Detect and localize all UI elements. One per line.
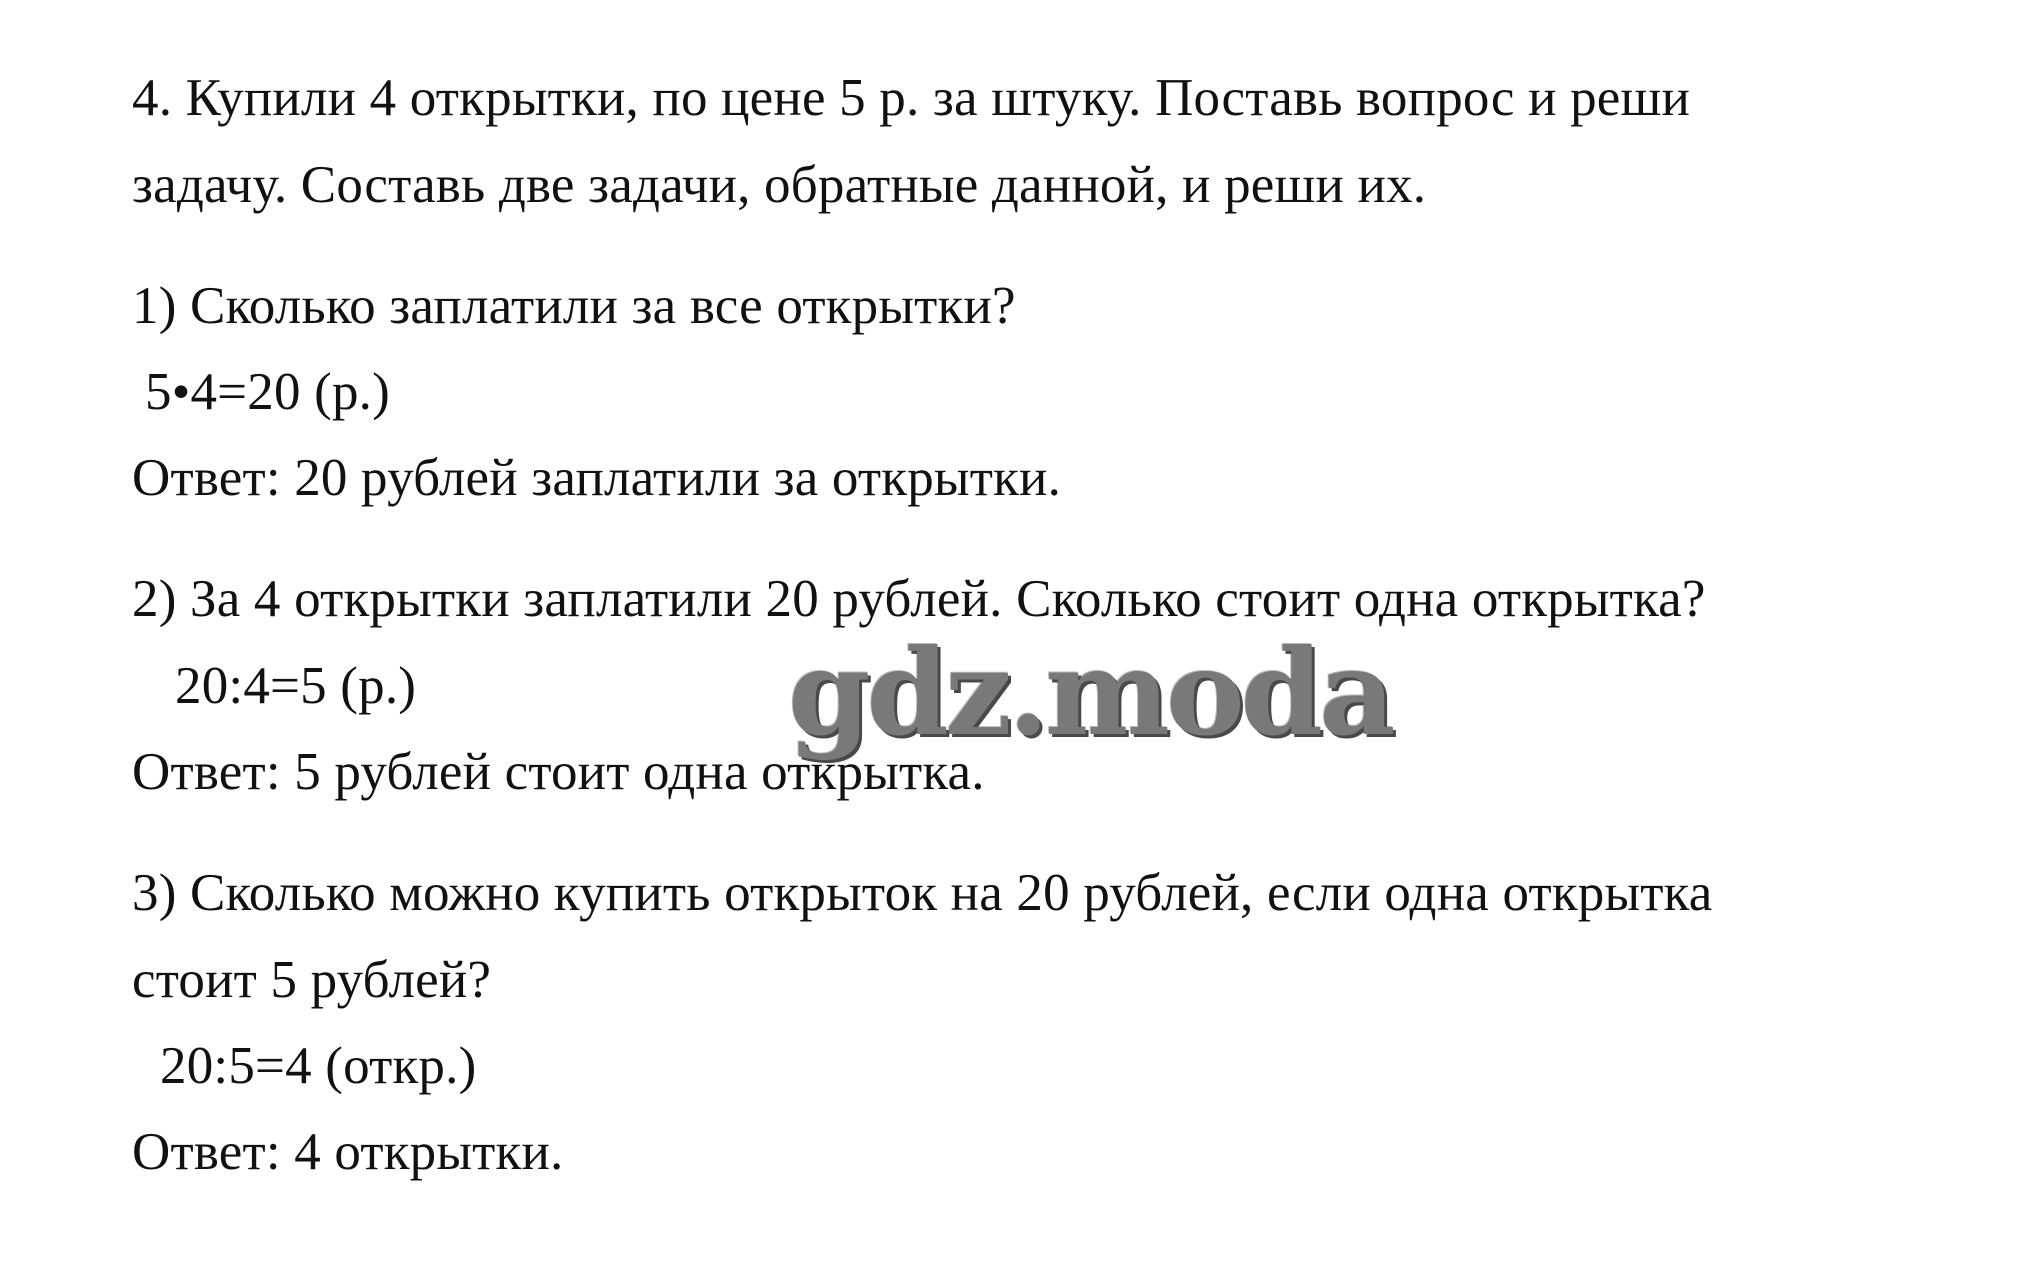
watermark-logo: gdz.moda — [788, 623, 1392, 762]
solution-3-question-line-1: 3) Сколько можно купить открыток на 20 рублей, если одна открытка — [132, 864, 1713, 922]
solution-2-calculation: 20:4=5 (р.) — [175, 657, 417, 715]
solution-1-answer: Ответ: 20 рублей заплатили за открытки. — [132, 449, 1062, 507]
solution-1-calculation: 5•4=20 (р.) — [145, 363, 390, 421]
solution-3-question-line-2: стоит 5 рублей? — [132, 951, 492, 1009]
solution-3-calculation: 20:5=4 (откр.) — [160, 1037, 477, 1095]
solution-1-question: 1) Сколько заплатили за все открытки? — [132, 277, 1016, 335]
task-statement-line-2: задачу. Составь две задачи, обратные данной, и реши их. — [132, 156, 1427, 214]
solution-2-answer: Ответ: 5 рублей стоит одна открытка. — [132, 743, 985, 801]
solution-2-question: 2) За 4 открытки заплатили 20 рублей. Сколько стоит одна открытка? — [132, 570, 1706, 628]
solution-3-answer: Ответ: 4 открытки. — [132, 1123, 564, 1181]
task-statement-line-1: 4. Купили 4 открытки, по цене 5 р. за штуку. Поставь вопрос и реши — [132, 69, 1691, 127]
